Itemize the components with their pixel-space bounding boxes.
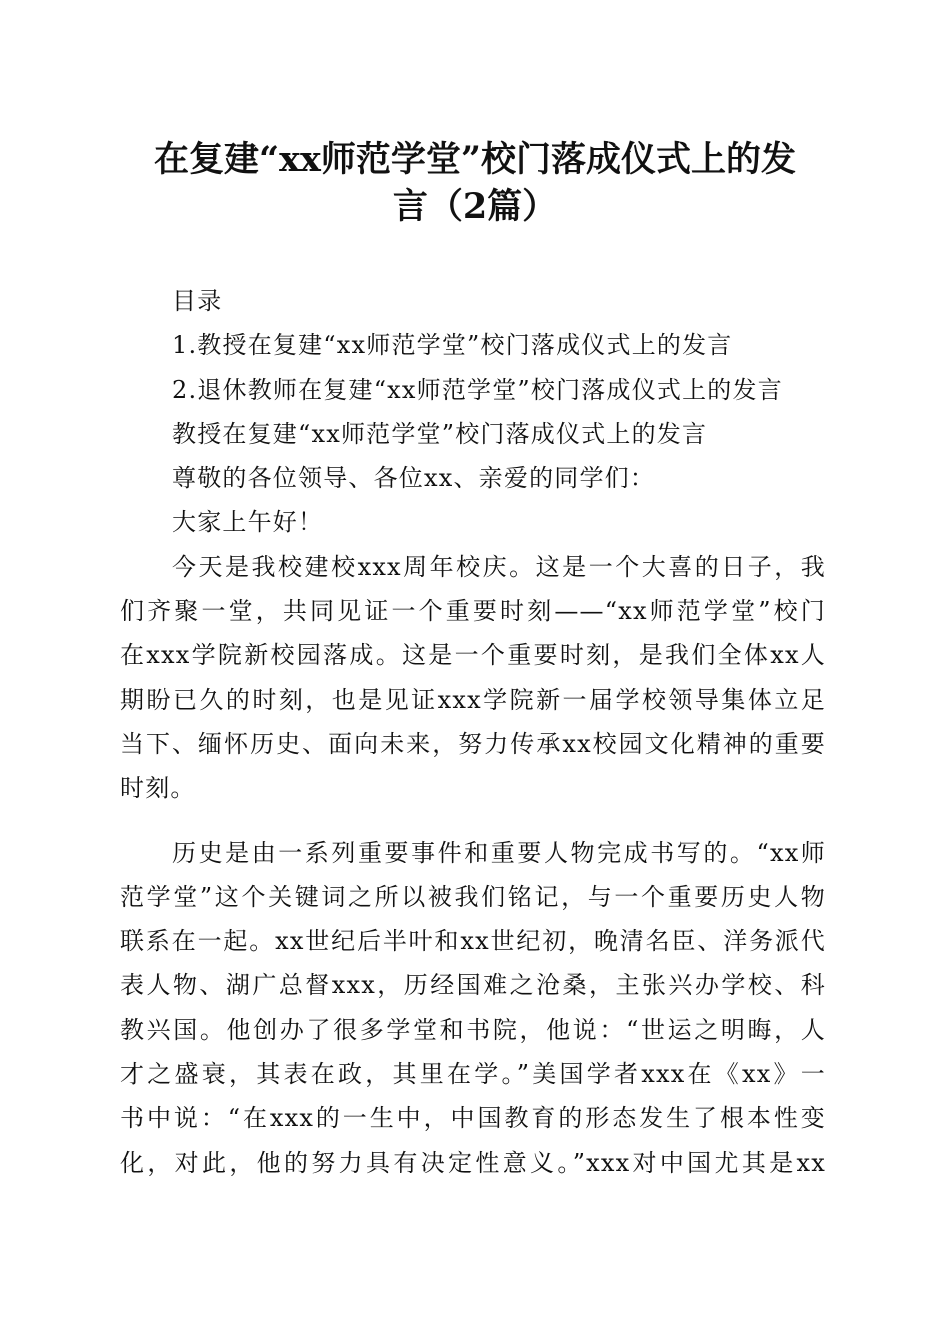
paragraph-1-line: 期盼已久的时刻，也是见证xxx学院新一届学校领导集体立足 bbox=[120, 685, 826, 714]
paragraph-2 bbox=[120, 831, 826, 1185]
toc-item-2: 2.退休教师在复建“xx师范学堂”校门落成仪式上的发言 bbox=[172, 375, 783, 404]
paragraph-spacer bbox=[120, 811, 826, 831]
paragraph-1-line: 当下、缅怀历史、面向未来，努力传承xx校园文化精神的重要 bbox=[120, 729, 826, 758]
salutation: 尊敬的各位领导、各位xx、亲爱的同学们： bbox=[172, 464, 656, 493]
paragraph-2-line: 历史是由一系列重要事件和重要人物完成书写的。“xx师 bbox=[172, 838, 826, 867]
paragraph-2-line: 书中说：“在xxx的一生中，中国教育的形态发生了根本性变 bbox=[120, 1104, 826, 1133]
paragraph-2-line: 联系在一起。xx世纪后半叶和xx世纪初，晚清名臣、洋务派代 bbox=[120, 927, 826, 956]
toc-heading: 目录 bbox=[172, 287, 223, 315]
paragraph-1 bbox=[120, 545, 826, 811]
title-line-2: 言（2篇） bbox=[392, 186, 558, 227]
paragraph-1-line: 们齐聚一堂，共同见证一个重要时刻——“xx师范学堂”校门 bbox=[120, 597, 826, 626]
paragraph-1-line: 在xxx学院新校园落成。这是一个重要时刻，是我们全体xx人 bbox=[120, 641, 826, 670]
greeting: 大家上午好！ bbox=[172, 508, 324, 537]
paragraph-2-line: 表人物、湖广总督xxx，历经国难之沧桑，主张兴办学校、科 bbox=[120, 971, 826, 1000]
paragraph-2-line: 化，对此，他的努力具有决定性意义。”xxx对中国尤其是xx bbox=[120, 1148, 826, 1177]
paragraph-1-line: 时刻。 bbox=[120, 774, 196, 803]
toc-item-1: 1.教授在复建“xx师范学堂”校门落成仪式上的发言 bbox=[172, 331, 733, 360]
document-title bbox=[110, 136, 840, 230]
paragraph-2-line: 范学堂”这个关键词之所以被我们铭记，与一个重要历史人物 bbox=[120, 882, 826, 911]
title-line-1: 在复建“xx师范学堂”校门落成仪式上的发 bbox=[154, 139, 796, 180]
paragraph-2-line: 才之盛衰，其表在政，其里在学。”美国学者xxx在《xx》一 bbox=[120, 1060, 826, 1089]
paragraph-1-line: 今天是我校建校xxx周年校庆。这是一个大喜的日子，我 bbox=[172, 552, 826, 581]
document-body bbox=[120, 279, 826, 1185]
paragraph-2-line: 教兴国。他创办了很多学堂和书院，他说：“世运之明晦，人 bbox=[120, 1015, 826, 1044]
section-title: 教授在复建“xx师范学堂”校门落成仪式上的发言 bbox=[172, 419, 708, 448]
